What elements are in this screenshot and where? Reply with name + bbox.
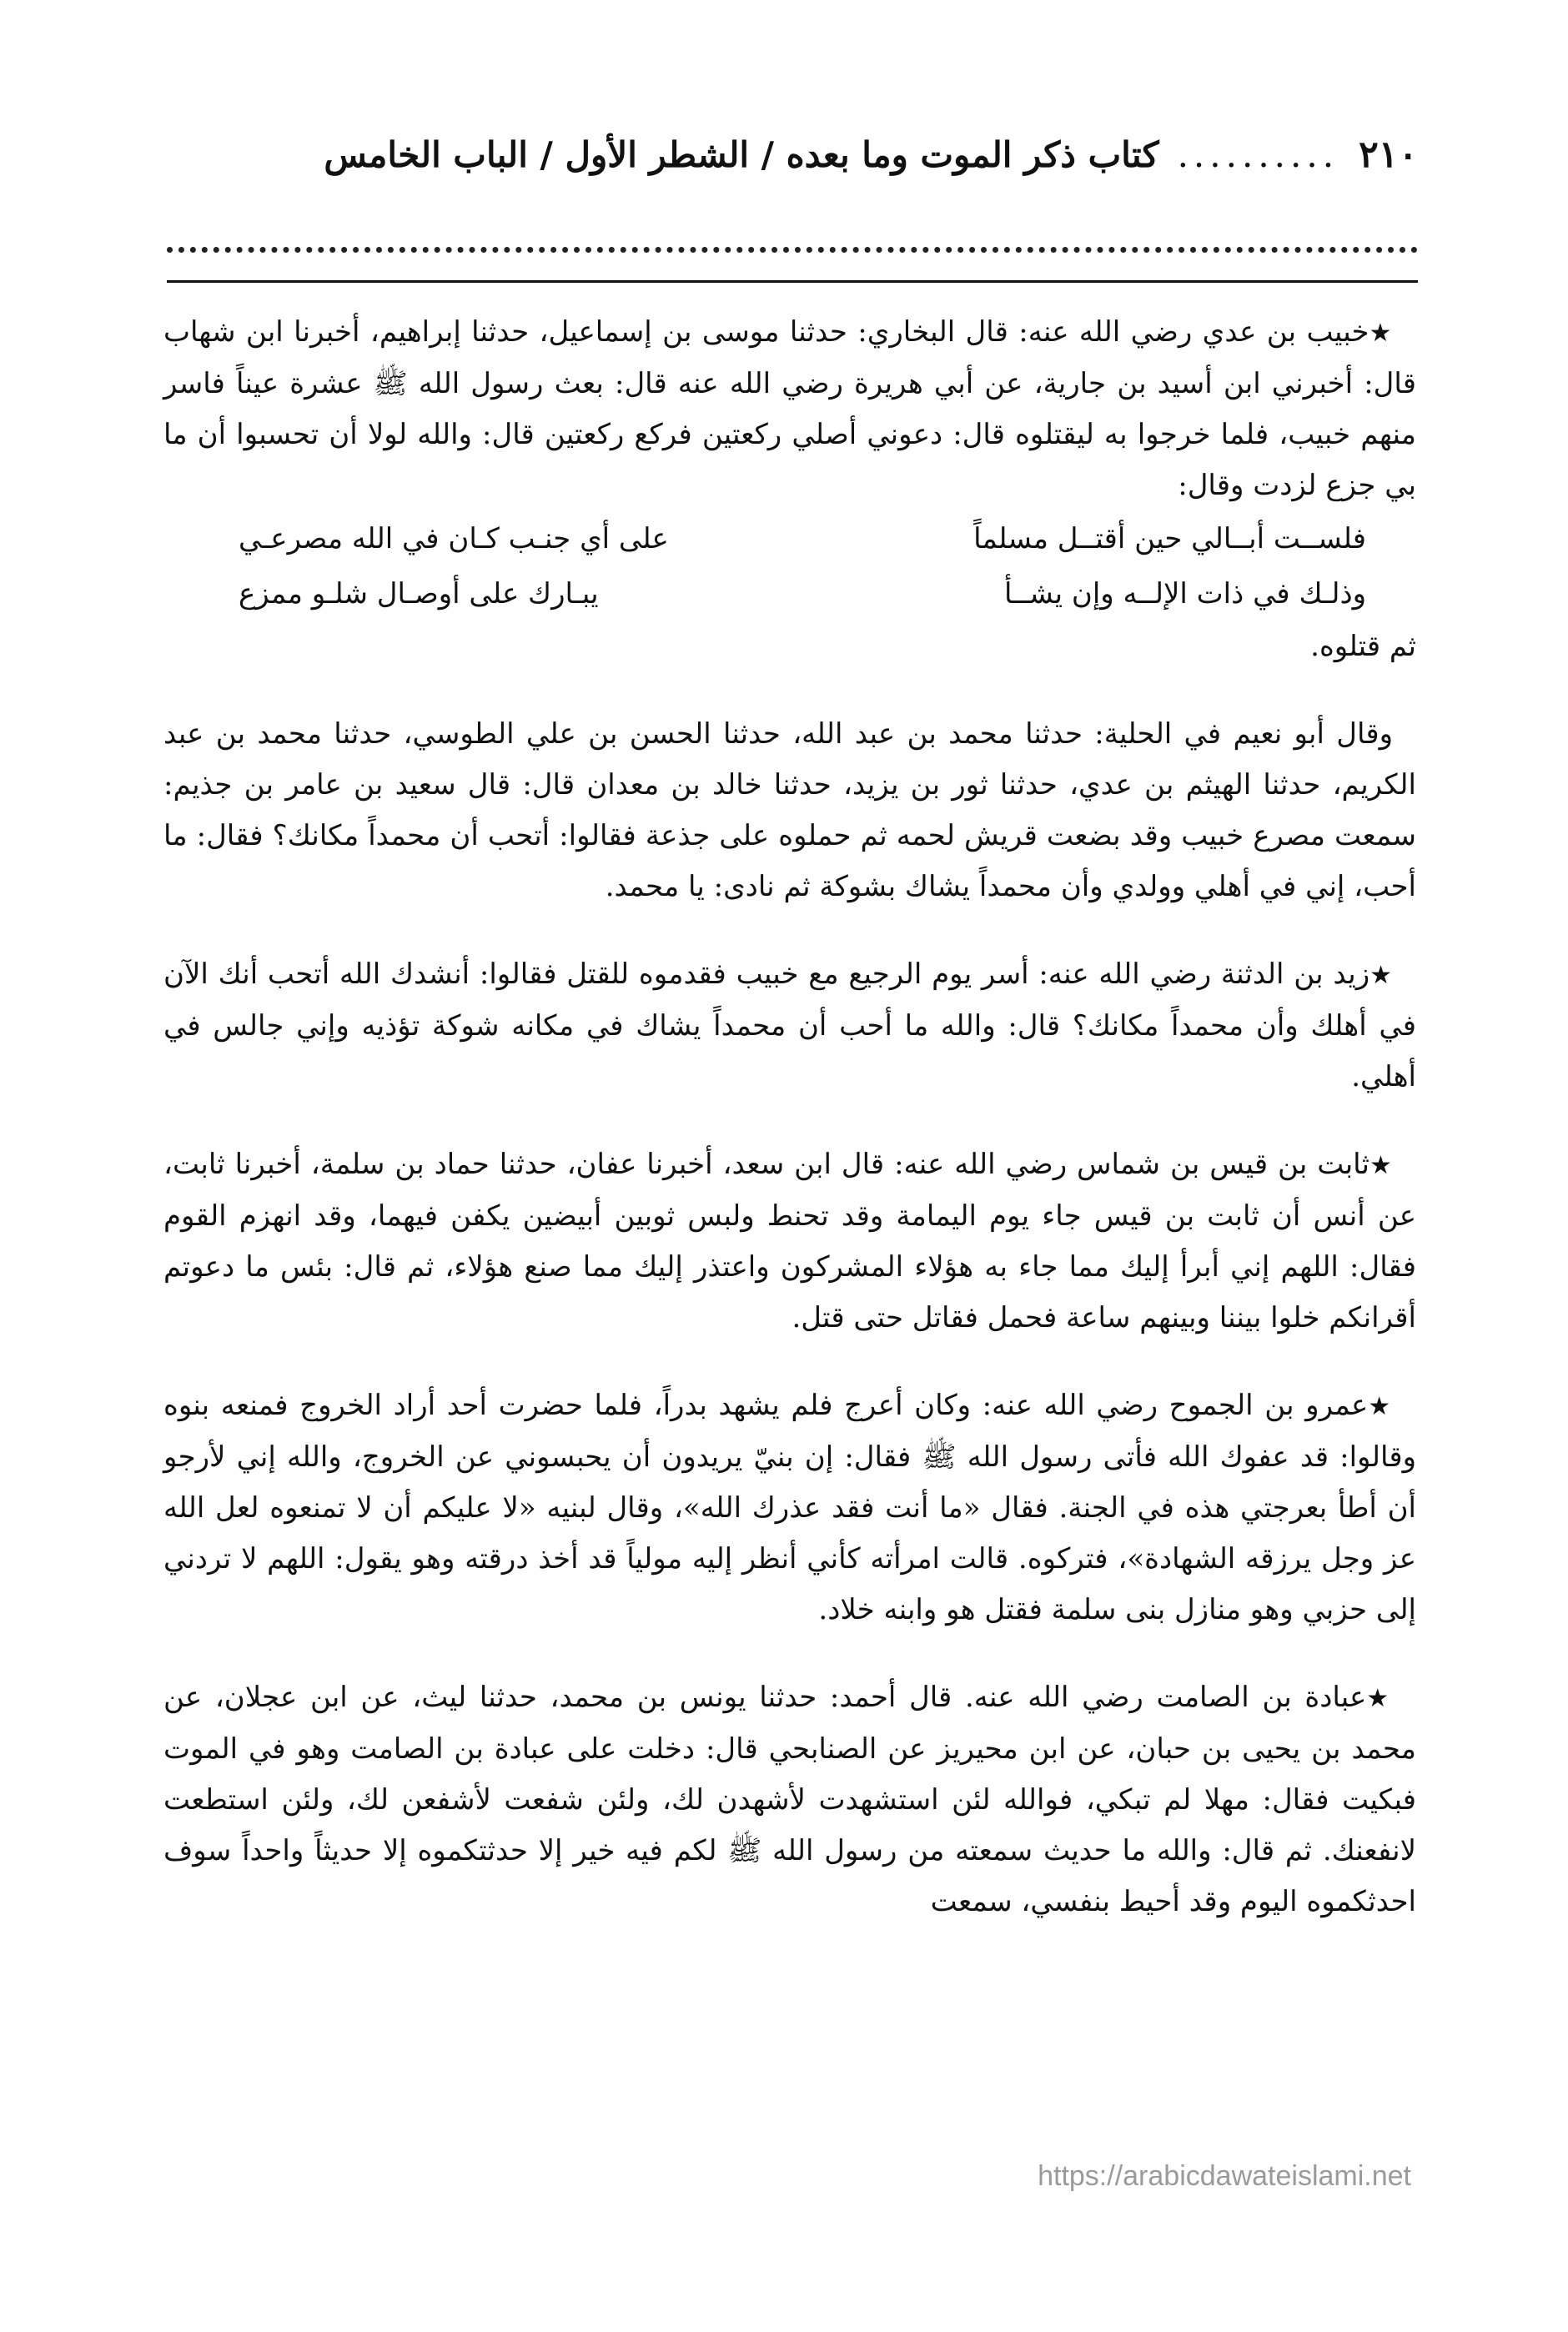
star-marker: ★ [1369, 1151, 1393, 1180]
page-number: ٢١٠ [1359, 133, 1418, 176]
paragraph [163, 709, 1416, 912]
paragraph [163, 1139, 1416, 1344]
verse-second-hemistich: يبـارك على أوصـال شلـو ممزع [239, 577, 599, 611]
entry-ubada-ibn-al-samit [163, 1672, 1416, 1927]
paragraph-text: خبيب بن عدي رضي الله عنه: قال البخاري: حدثنا موسى بن إسماعيل، حدثنا إبراهيم، أخبرنا ابن شهاب قال: أخبرني ابن أسيد بن جارية، عن أبي هريرة رضي الله عنه قال: بعث رسول الله ﷺ عشرة عيناً فاسر منهم خبيب، فلما خرجوا به ليقتلوه قال: دعوني أصلي ركعتين فركع ركعتين قال: والله لولا أن تحسبوا أن ما بي جزع لزدت وقال: [163, 315, 1416, 502]
paragraph [163, 1380, 1416, 1636]
paragraph [163, 1672, 1416, 1927]
verse-first-hemistich: وذلـك في ذات الإلــه وإن يشــأ [1003, 577, 1366, 611]
verse-first-hemistich: فلســت أبــالي حين أقتــل مسلماً [973, 522, 1366, 555]
page-body [163, 307, 1416, 1964]
paragraph-text: ثابت بن قيس بن شماس رضي الله عنه: قال ابن سعد، أخبرنا عفان، حدثنا حماد بن سلمة، أخبرنا ثابت، عن أنس أن ثابت بن قيس جاء يوم اليمامة وقد تحنط ولبس ثوبين أبيضين يكفن فيهما، وقد انهزم القوم فقال: اللهم إني أبرأ إليك مما جاء به هؤلاء المشركون واعتذر إليك مما صنع هؤلاء، ثم قال: بئس ما دعوتم أقرانكم خلوا بيننا وبينهم ساعة فحمل فقاتل حتى قتل. [163, 1148, 1416, 1334]
verse-second-hemistich: على أي جنـب كـان في الله مصرعـي [239, 522, 669, 555]
paragraph-text: عمرو بن الجموح رضي الله عنه: وكان أعرج فلم يشهد بدراً، فلما حضرت أحد أراد الخروج فمنعه بنوه وقالوا: قد عفوك الله فأتى رسول الله ﷺ فقال: إن بنيّ يريدون أن يحبسوني عن الخروج، والله إني لأرجو أن أطأ بعرجتي هذه في الجنة. فقال «ما أنت فقد عذرك الله»، وقال لبنيه «لا عليكم أن لا تمنعوه لعل الله عز وجل يرزقه الشهادة»، فتركوه. قالت امرأته كأني أنظر إليه مولياً قد أخذ درقته وهو يقول: اللهم لا تردني إلى حزبي وهو منازل بنى سلمة فقتل هو وابنه خلاد. [163, 1389, 1416, 1626]
star-marker: ★ [1369, 319, 1393, 348]
paragraph [163, 307, 1416, 511]
paragraph-text: وقال أبو نعيم في الحلية: حدثنا محمد بن عبد الله، حدثنا الحسن بن علي الطوسي، حدثنا محمد بن عبد الكريم، حدثنا الهيثم بن عدي، حدثنا ثور بن يزيد، حدثنا خالد بن معدان قال: قال سعيد بن عامر بن جذيم: سمعت مصرع خبيب وقد بضعت قريش لحمه ثم حملوه على جذعة فقالوا: أتحب أن محمداً مكانك؟ فقال: ما أحب، إني في أهلي وولدي وأن محمداً يشاك بشوكة ثم نادى: يا محمد. [163, 717, 1416, 903]
running-header [158, 125, 1418, 183]
paragraph [163, 949, 1416, 1103]
entry-abu-nuaym [163, 709, 1416, 912]
entry-zayd-ibn-al-dathinna [163, 949, 1416, 1103]
paragraph-text: زيد بن الدثنة رضي الله عنه: أسر يوم الرجيع مع خبيب فقدموه للقتل فقالوا: أنشدك الله أتحب أنك الآن في أهلك وأن محمداً مكانك؟ قال: والله ما أحب أن محمداً يشاك في مكانه شوكة تؤذيه وإني جالس في أهلي. [163, 957, 1416, 1093]
star-marker: ★ [1368, 1392, 1393, 1421]
entry-amr-ibn-al-jamuh [163, 1380, 1416, 1636]
star-marker: ★ [1369, 961, 1393, 990]
star-marker: ★ [1366, 1684, 1393, 1713]
watermark-url: https://arabicdawateislami.net [1038, 2160, 1411, 2192]
paragraph-tail: ثم قتلوه. [1310, 630, 1416, 663]
entry-thabit-ibn-qays [163, 1139, 1416, 1344]
header-dotted-separator [167, 247, 1418, 253]
running-title: كتاب ذكر الموت وما بعده / الشطر الأول / الباب الخامس [324, 133, 1159, 175]
header-leader-dots: .......... [1177, 133, 1339, 175]
poem-verse [163, 566, 1416, 621]
header-rule [167, 280, 1418, 283]
paragraph-text: عبادة بن الصامت رضي الله عنه. قال أحمد: حدثنا يونس بن محمد، حدثنا ليث، عن ابن عجلان، عن محمد بن يحيى بن حبان، عن ابن محيريز عن الصنابحي قال: دخلت على عبادة بن الصامت وهو في الموت فبكيت فقال: مهلا لم تبكي، فوالله لئن استشهدت لأشهدن لك، ولئن شفعت لأشفعن لك، ولئن استطعت لانفعنك. ثم قال: والله ما حديث سمعته من رسول الله ﷺ لكم فيه خير إلا حدثتكموه إلا حديثاً واحداً سوف احدثكموه اليوم وقد أحيط بنفسي، سمعت [163, 1681, 1416, 1918]
entry-khubayb [163, 307, 1416, 672]
poem-verse [163, 511, 1416, 566]
